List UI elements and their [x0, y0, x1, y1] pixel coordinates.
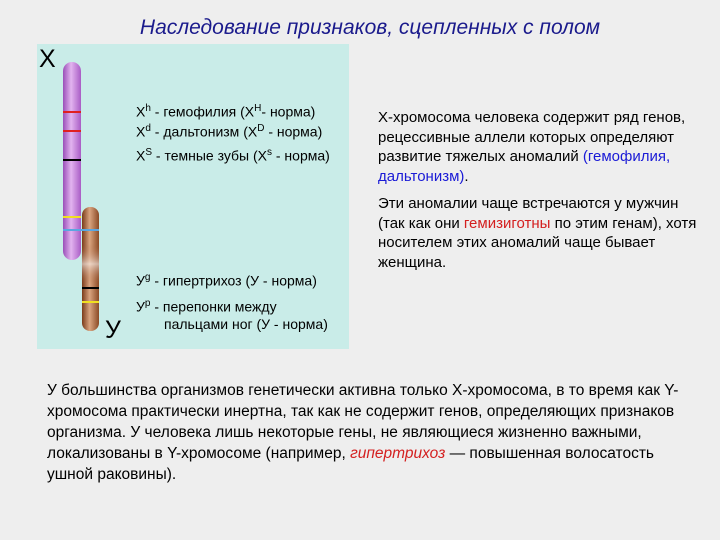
gene-hemophilia: $X^h$ - гемофилия ($X^H-$ норма) [136, 103, 316, 120]
paragraph-x-genes: Х-хромосома человека содержит ряд генов, рецессивные аллели которых определяют развитие тяжелых аномалий (гемофилия, дальтонизм). [378, 109, 686, 185]
gene-hypertrichosis: $У^g$ - гипертрихоз (У - норма) [136, 272, 317, 289]
highlight-anomalies: (гемофилия, дальтонизм) [378, 148, 671, 185]
slide-title: Наследование признаков, сцепленных с полом [139, 16, 601, 39]
bottom-paragraph: У большинства организмов генетически активна только Х-хромосома, в то время как Y-хромосома практически инертна, так как не содержит генов, определяющих признаков организма. У человека лишь некоторые гены, не являющиеся жизненно важными, локализованы в Y-хромосоме (например, гипертрихоз — повышенная волосатость ушной раковины). [47, 382, 679, 483]
gene-dark-teeth: $X^S$ - темные зубы ($X^s$ - норма) [136, 147, 330, 164]
gene-webbed-toes-cont: пальцами ног (У - норма) [164, 316, 328, 332]
right-paragraphs [378, 108, 698, 280]
y-chromosome-label: У [105, 316, 121, 344]
gene-daltonism: $X^d$ - дальтонизм ($X^D$ - норма) [136, 123, 323, 140]
paragraph-males: Эти аномалии чаще встречаются у мужчин (так как они гемизиготны по этим генам), хотя носителем этих аномалий чаще бывает женщина. [378, 195, 697, 271]
chromosome-figure [37, 44, 349, 349]
highlight-hemizygous: гемизиготны [463, 214, 551, 232]
x-chromosome-label: X [39, 45, 56, 73]
gene-webbed-toes: $У^p$ - перепонки между [136, 298, 277, 315]
term-hypertrichosis: гипертрихоз [350, 445, 446, 462]
